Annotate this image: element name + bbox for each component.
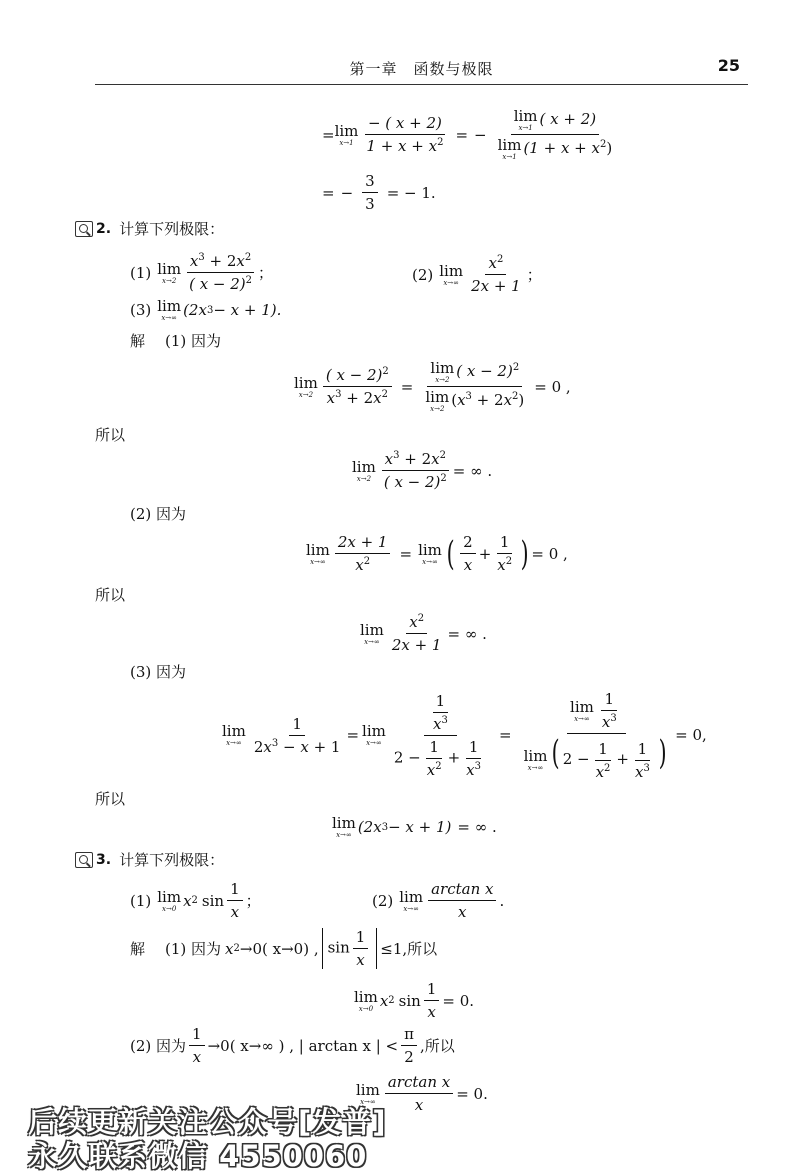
q2-solution-1-eq: lim x→2 $\frac{( x - 2)^2}{x^3 + 2x^2}$ = lim x→2 ( x − 2)$^2$ lim x→2 $(x^3 + 2x^2)$ = 0 , [294,359,571,413]
q3-result-2: lim x→∞ $\frac{\text{arctan x}}{x}$ = 0. [356,1073,488,1114]
chapter-title: 第一章 函数与极限 [349,60,494,78]
question-3-heading: 3. 计算下列极限： [75,849,224,870]
page-header [95,58,748,85]
q3-part-1: (1) lim x→0 x 2 sin $\frac{1}{x}$ ； [130,880,261,921]
q2-solution-2-intro: (2) 因为 [130,505,187,523]
q2-result-3: lim x→∞ (2x 3 − x + 1) = ∞ . [332,814,497,839]
q3-solution-2-intro: (2) 因为 $\frac{1}{x}$ →0( x→∞ ) , | arctan x | < $\frac{\pi}{2}$ ,所以 [130,1025,455,1066]
q2-solution-3-eq: lim x→∞ $\frac{1}{2x^3 - x + 1}$ = lim x→∞ $\frac{1}{x^3}$ 2 − $\frac{1}{x^2}$ + $\frac{1}{x^3}$ = lim x→∞ $\frac{1}{x^3}$ lim x→∞ ( 2 − $\frac{1}{x^2}$ + $\frac{1}{x^3}$ ) = 0, [222,690,707,781]
q2-solution-2-eq: lim x→∞ $\frac{2x + 1}{x^2}$ = lim x→∞ ( $\frac{2}{x}$ + $\frac{1}{x^2}$ ) = 0 , [306,533,568,574]
therefore-label: 所以 [95,586,126,604]
q3-result-1: lim x→0 x 2 sin $\frac{1}{x}$ = 0. [354,980,475,1021]
watermark-line-1: 后续更新关注公众号[发普] [28,1105,387,1139]
q2-part-2: (2) lim x→∞ $\frac{x^2}{2x + 1}$ ； [412,254,542,295]
q2-solution-1-intro: 解 (1) 因为 [130,332,222,350]
therefore-label: 所以 [95,426,126,444]
eq-continuation-1: = lim x→1 $\frac{- ( x + 2)}{1 + x + x^2}$ = − lim x→1 ( x + 2) lim x→1 $(1 + x + x^2)$ [322,107,613,161]
watermark-line-2: 永久联系微信 4550060 [28,1139,368,1173]
magnifier-icon [75,221,93,237]
q2-part-1: (1) lim x→2 $\frac{x^3 + 2x^2}{( x - 2)^2}$ ； [130,252,274,293]
q2-solution-3-intro: (3) 因为 [130,663,187,681]
q2-part-3: (3) lim x→∞ (2x 3 − x + 1). [130,297,282,322]
q2-result-1: lim x→2 $\frac{x^3 + 2x^2}{( x - 2)^2}$ = ∞ . [352,450,493,491]
q2-result-2: lim x→∞ $\frac{x^2}{2x + 1}$ = ∞ . [360,613,487,654]
magnifier-icon [75,852,93,868]
q3-solution-1-intro: 解 (1) 因为 x 2 →0( x→0) , sin $\frac{1}{x}$ ≤1,所以 [130,928,438,969]
therefore-label: 所以 [95,790,126,808]
q3-part-2: (2) lim x→∞ $\frac{\text{arctan x}}{x}$ . [372,880,505,921]
question-2-heading: 2. 计算下列极限： [75,218,224,239]
eq-continuation-2: = − $\frac{3}{3}$ = − 1. [322,172,436,213]
page-number: 25 [717,56,740,75]
